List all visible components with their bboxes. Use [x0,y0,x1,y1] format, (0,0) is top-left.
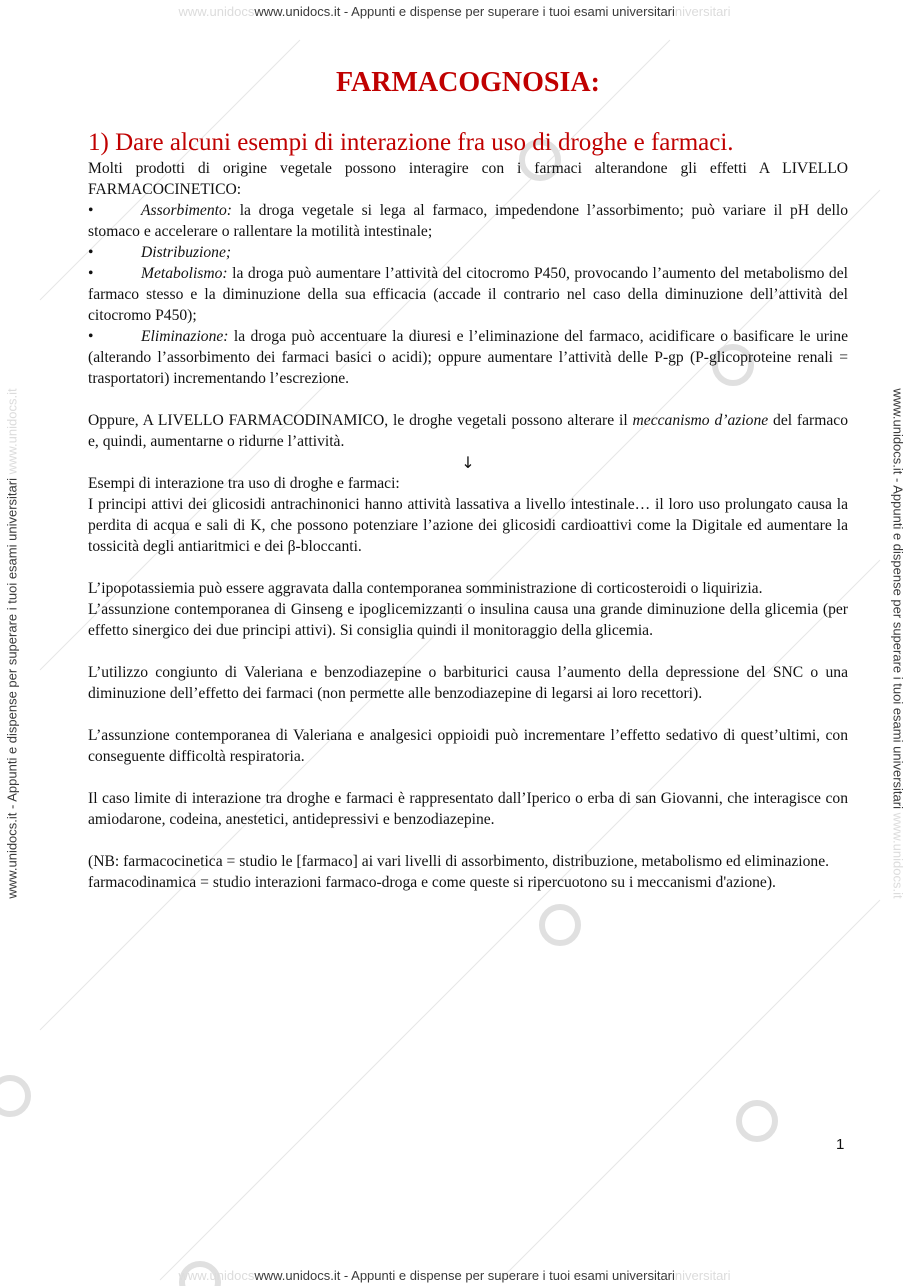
pd-text-after: del farmaco e, quindi, aumentarne o ridurne l’attività. [88,412,848,450]
example-paragraph: L’assunzione contemporanea di Valeriana e analgesici oppioidi può incrementare l’effetto sedativo di quest’ultimi, con conseguente difficoltà respiratoria. [88,727,848,765]
spacer [88,557,848,578]
bullet-icon: • [88,328,94,345]
down-arrow-icon: ↓ [461,453,475,472]
document-title: FARMACOGNOSIA: [336,67,600,98]
right-side-watermark: www.unidocs.it - Appunti e dispense per superare i tuoi esami universitari www.unidocs.it [890,388,906,899]
left-side-watermark: www.unidocs.it - Appunti e dispense per superare i tuoi esami universitari www.unidocs.it [4,388,20,899]
list-item-term: Distribuzione; [141,244,232,261]
pharmacokinetic-list [88,200,848,389]
top-watermark: www.unidocswww.unidocs.it - Appunti e dispense per superare i tuoi esami universitariniversitari [178,4,731,19]
spacer [88,704,848,725]
list-item-text: la droga può aumentare l’attività del citocromo P450, provocando l’aumento del metabolismo del farmaco stesso e la diminuzione della sua efficacia (accade il contrario nel caso della diminuzione dell’attività del citocromo P450); [88,265,848,324]
page-number: 1 [836,1136,845,1153]
spacer [88,641,848,662]
examples-heading: Esempi di interazione tra uso di droghe e farmaci: [88,475,400,492]
list-item-term: Metabolismo: [141,265,228,282]
pharmacodynamic-paragraph [88,410,848,452]
pd-text-before: Oppure, A LIVELLO FARMACODINAMICO, le droghe vegetali possono alterare il [88,412,633,429]
list-item [88,242,848,263]
spacer [88,830,848,851]
question-heading: 1) Dare alcuni esempi di interazione fra uso di droghe e farmaci. [88,129,734,156]
list-item [88,200,848,242]
spacer [88,767,848,788]
spacer [88,389,848,410]
bullet-icon: • [88,265,94,282]
bullet-icon: • [88,244,94,261]
intro-paragraph: Molti prodotti di origine vegetale possono interagire con i farmaci alterandone gli effetti A LIVELLO FARMACOCINETICO: [88,160,848,198]
example-paragraph: L’utilizzo congiunto di Valeriana e benzodiazepine o barbiturici causa l’aumento della depressione del SNC o una diminuzione dell’effetto dei farmaci (non permette alle benzodiazepine di legarsi ai loro recettori). [88,664,848,702]
example-paragraph: Il caso limite di interazione tra droghe e farmaci è rappresentato dall’Iperico o erba di san Giovanni, che interagisce con amiodarone, codeina, anestetici, antidepressivi e benzodiazepine. [88,790,848,828]
list-item-term: Assorbimento: [141,202,232,219]
list-item-text: la droga vegetale si lega al farmaco, impedendone l’assorbimento; può variare il pH dello stomaco e accelerare o rallentare la motilità intestinale; [88,202,848,240]
example-paragraph: L’assunzione contemporanea di Ginseng e ipoglicemizzanti o insulina causa una grande diminuzione della glicemia (per effetto sinergico dei due principi attivi). Si consiglia quindi il monitoraggio della glicemia. [88,601,848,639]
list-item-text: la droga può accentuare la diuresi e l’eliminazione del farmaco, acidificare o basificare le urine (alterando l’assorbimento dei farmaci basici o acidi); oppure aumentare l’attività delle P-gp (P-glicoproteine renali = trasportatori) incrementando l’escrezione. [88,328,848,387]
example-paragraph: L’ipopotassiemia può essere aggravata dalla contemporanea somministrazione di corticosteroidi o liquirizia. [88,580,763,597]
bottom-watermark: www.unidocswww.unidocs.it - Appunti e dispense per superare i tuoi esami universitariniversitari [178,1268,731,1283]
list-item-term: Eliminazione: [141,328,229,345]
note-paragraph: farmacodinamica = studio interazioni farmaco-droga e come queste si ripercuotono su i meccanismi d'azione). [88,874,776,891]
example-paragraph: I principi attivi dei glicosidi antrachinonici hanno attività lassativa a livello intestinale… il loro uso prolungato causa la perdita di acqua e sali di K, che possono potenziare l’azione dei glicosidi cardioattivi come la Digitale ed aumentare la tossicità degli antiaritmici e dei β-bloccanti. [88,496,848,555]
pd-italic-term: meccanismo d’azione [632,412,769,429]
list-item [88,326,848,389]
bullet-icon: • [88,202,94,219]
note-paragraph: (NB: farmacocinetica = studio le [farmaco] ai vari livelli di assorbimento, distribuzione, metabolismo ed eliminazione. [88,853,830,870]
document-body [88,66,848,893]
list-item [88,263,848,326]
